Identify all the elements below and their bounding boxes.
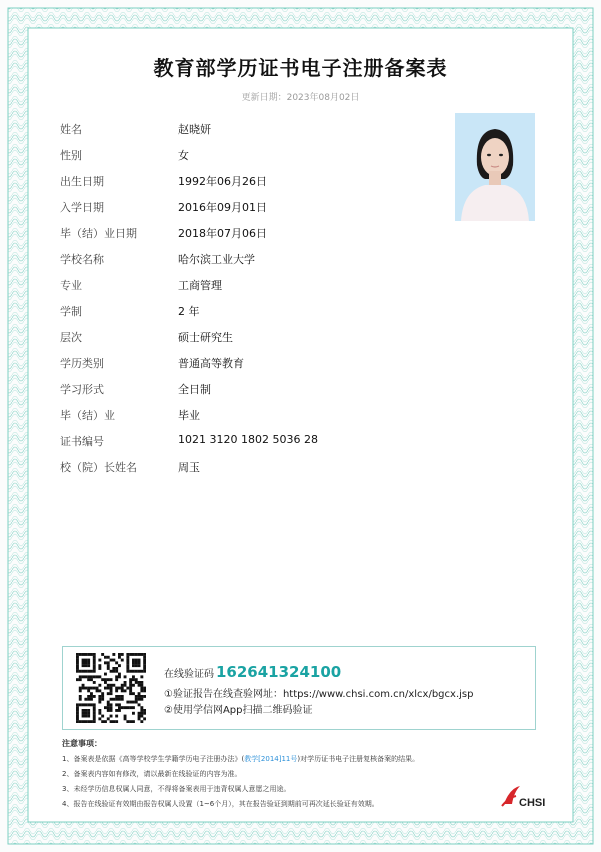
field-row-study-form bbox=[60, 381, 440, 401]
verify-code: 162641324100 bbox=[216, 663, 342, 681]
field-row-enrollment-date bbox=[60, 199, 440, 219]
field-row-level bbox=[60, 329, 440, 349]
portrait-image bbox=[455, 113, 535, 221]
field-value: 1992年06月26日 bbox=[178, 175, 267, 188]
field-row-duration bbox=[60, 303, 440, 323]
qr-code-icon[interactable] bbox=[76, 653, 146, 723]
verification-box bbox=[62, 646, 536, 730]
field-value: 工商管理 bbox=[178, 279, 222, 292]
field-value: 毕业 bbox=[178, 409, 200, 422]
field-row-certificate-number bbox=[60, 433, 440, 453]
verify-url-text: ①验证报告在线查验网址：https://www.chsi.com.cn/xlcx/bgcx.jsp bbox=[164, 689, 474, 700]
field-label: 学校名称 bbox=[60, 253, 104, 266]
field-label: 毕（结）业日期 bbox=[60, 227, 137, 240]
note-item bbox=[62, 754, 419, 764]
verify-code-label: 在线验证码 bbox=[164, 669, 214, 680]
field-row-major bbox=[60, 277, 440, 297]
field-value: 2018年07月06日 bbox=[178, 227, 267, 240]
field-label: 学制 bbox=[60, 305, 82, 318]
field-value: 女 bbox=[178, 149, 189, 162]
student-photo bbox=[455, 113, 535, 221]
field-label: 证书编号 bbox=[60, 435, 104, 448]
field-label: 层次 bbox=[60, 331, 82, 344]
field-label: 学习形式 bbox=[60, 383, 104, 396]
verify-code-line bbox=[164, 663, 341, 681]
note-item: 4、报告在线验证有效期由报告权属人设置（1~6个月），其在报告验证到期前可再次延长验证有效期。 bbox=[62, 800, 379, 808]
field-label: 出生日期 bbox=[60, 175, 104, 188]
field-row-name bbox=[60, 121, 440, 141]
field-label: 性别 bbox=[60, 149, 82, 162]
field-row-president bbox=[60, 459, 440, 479]
field-label: 学历类别 bbox=[60, 357, 104, 370]
field-value: 2 年 bbox=[178, 305, 200, 318]
updated-date: 更新日期：2023年08月02日 bbox=[241, 93, 360, 103]
logo-text: CHSI bbox=[519, 797, 546, 809]
field-label: 毕（结）业 bbox=[60, 409, 115, 422]
field-value: 周玉 bbox=[178, 461, 200, 474]
field-value: 2016年09月01日 bbox=[178, 201, 267, 214]
field-label: 入学日期 bbox=[60, 201, 104, 214]
field-row-education-type bbox=[60, 355, 440, 375]
field-row-birthdate bbox=[60, 173, 440, 193]
field-value: 普通高等教育 bbox=[178, 357, 244, 370]
field-row-completion bbox=[60, 407, 440, 427]
field-value: 硕士研究生 bbox=[178, 331, 233, 344]
field-row-gender bbox=[60, 147, 440, 167]
page-title: 教育部学历证书电子注册备案表 bbox=[153, 56, 448, 80]
note-item: 2、备案表内容如有修改，请以最新在线验证的内容为准。 bbox=[62, 770, 242, 778]
field-value: 全日制 bbox=[178, 383, 211, 396]
field-label: 姓名 bbox=[60, 123, 82, 136]
field-row-school bbox=[60, 251, 440, 271]
field-label: 专业 bbox=[60, 279, 82, 292]
field-value: 哈尔滨工业大学 bbox=[178, 253, 255, 266]
field-row-graduation-date bbox=[60, 225, 440, 245]
verify-app-text: ②使用学信网App扫描二维码验证 bbox=[164, 705, 313, 716]
note-text: 1、备案表是依据《高等学校学生学籍学历电子注册办法》( bbox=[62, 755, 245, 763]
field-value: 1021 3120 1802 5036 28 bbox=[178, 433, 318, 446]
field-label: 校（院）长姓名 bbox=[60, 461, 137, 474]
notes-section bbox=[62, 738, 532, 808]
notes-heading: 注意事项： bbox=[62, 739, 102, 748]
chsi-logo bbox=[500, 782, 552, 812]
note-item: 3、未经学历信息权属人同意，不得将备案表用于违背权属人意愿之用途。 bbox=[62, 785, 291, 793]
regulation-link[interactable]: 教学[2014]11号 bbox=[244, 755, 298, 763]
note-text: )对学历证书电子注册复核备案的结果。 bbox=[297, 755, 420, 763]
field-value: 赵晓妍 bbox=[178, 123, 211, 136]
